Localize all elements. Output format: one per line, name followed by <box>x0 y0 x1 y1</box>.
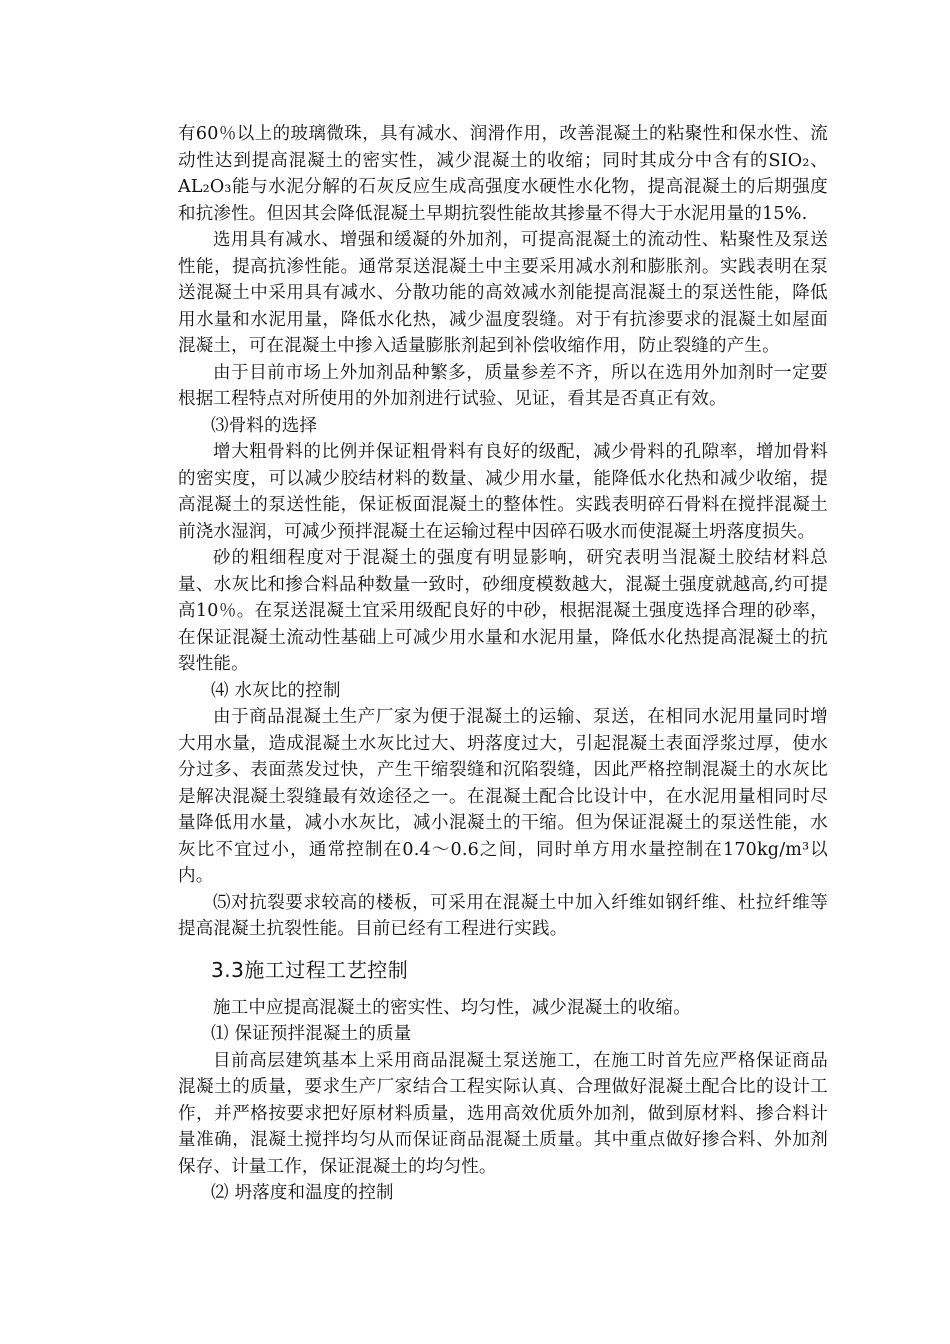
document-body <box>178 121 828 1207</box>
heading-aggregate-selection: ⑶骨料的选择 <box>211 415 318 436</box>
paragraph-ready-mix-quality: 目前高层建筑基本上采用商品混凝土泵送施工，在施工时首先应严格保证商品混凝土的质量，要求生产厂家结合工程实际认真、合理做好混凝土配合比的设计工作，并严格按要求把好原材料质量，选用高效优质外加剂，做到原材料、掺合料计量准确，混凝土搅拌均匀从而保证商品混凝土质量。其中重点做好掺合料、外加剂保存、计量工作，保证混凝土的均匀性。 <box>178 1050 828 1177</box>
paragraph-sand: 砂的粗细程度对于混凝土的强度有明显影响，研究表明当混凝土胶结材料总量、水灰比和掺合料品种数量一致时，砂细度模数越大，混凝土强度就越高,约可提高10％。在泵送混凝土宜采用级配良好的中砂，根据混凝土强度选择合理的砂率，在保证混凝土流动性基础上可减少用水量和水泥用量，降低水化热提高混凝土的抗裂性能。 <box>178 548 828 674</box>
paragraph-coarse-aggregate: 增大粗骨料的比例并保证粗骨料有良好的级配，减少骨料的孔隙率，增加骨料的密实度，可以减少胶结材料的数量、减少用水量，能降低水化热和减少收缩，提高混凝土的泵送性能，保证板面混凝土的整体性。实践表明碎石骨料在搅拌混凝土前浇水湿润，可减少预拌混凝土在运输过程中因碎石吸水而使混凝土坍落度损失。 <box>178 442 828 542</box>
heading-water-cement-ratio: ⑷ 水灰比的控制 <box>211 680 341 701</box>
section-title-construction-process: 3.3施工过程工艺控制 <box>211 957 409 982</box>
paragraph-admixture-selection: 选用具有减水、增强和缓凝的外加剂，可提高混凝土的流动性、粘聚性及泵送性能，提高抗渗性能。通常泵送混凝土中主要采用减水剂和膨胀剂。实践表明在泵送混凝土中采用具有减水、分散功能的高效减水剂能提高混凝土的泵送性能，降低用水量和水泥用量，降低水化热，减少温度裂缝。对于有抗渗要求的混凝土如屋面混凝土，可在混凝土中掺入适量膨胀剂起到补偿收缩作用，防止裂缝的产生。 <box>178 230 828 356</box>
paragraph-admixture-testing: 由于目前市场上外加剂品种繁多，质量参差不齐，所以在选用外加剂时一定要根据工程特点对所使用的外加剂进行试验、见证，看其是否真正有效。 <box>178 362 828 409</box>
paragraph-fly-ash: 有60％以上的玻璃微珠，具有减水、润滑作用，改善混凝土的粘聚性和保水性、流动性达到提高混凝土的密实性，减少混凝土的收缩；同时其成分中含有的SIO₂、AL₂O₃能与水泥分解的石灰反应生成高强度水硬性水化物，提高混凝土的后期强度和抗渗性。但因其会降低混凝土早期抗裂性能故其掺量不得大于水泥用量的15%. <box>178 124 828 224</box>
paragraph-water-cement-ratio: 由于商品混凝土生产厂家为便于混凝土的运输、泵送，在相同水泥用量同时增大用水量，造成混凝土水灰比过大、坍落度过大，引起混凝土表面浮浆过厚，使水分过多、表面蒸发过快，产生干缩裂缝和沉陷裂缝，因此严格控制混凝土的水灰比是解决混凝土裂缝最有效途径之一。在混凝土配合比设计中，在水泥用量相同时尽量降低用水量，减小水灰比，减小混凝土的干缩。但为保证混凝土的泵送性能，水灰比不宜过小，通常控制在0.4～0.6之间，同时单方用水量控制在170kg/m³以内。 <box>178 707 828 886</box>
heading-slump-temperature: ⑵ 坍落度和温度的控制 <box>211 1183 394 1203</box>
paragraph-fiber: ⑸对抗裂要求较高的楼板，可采用在混凝土中加入纤维如钢纤维、杜拉纤维等提高混凝土抗裂性能。目前已经有工程进行实践。 <box>178 892 828 939</box>
heading-ready-mix-quality: ⑴ 保证预拌混凝土的质量 <box>211 1024 412 1044</box>
paragraph-construction-intro: 施工中应提高混凝土的密实性、均匀性，减少混凝土的收缩。 <box>213 997 691 1018</box>
